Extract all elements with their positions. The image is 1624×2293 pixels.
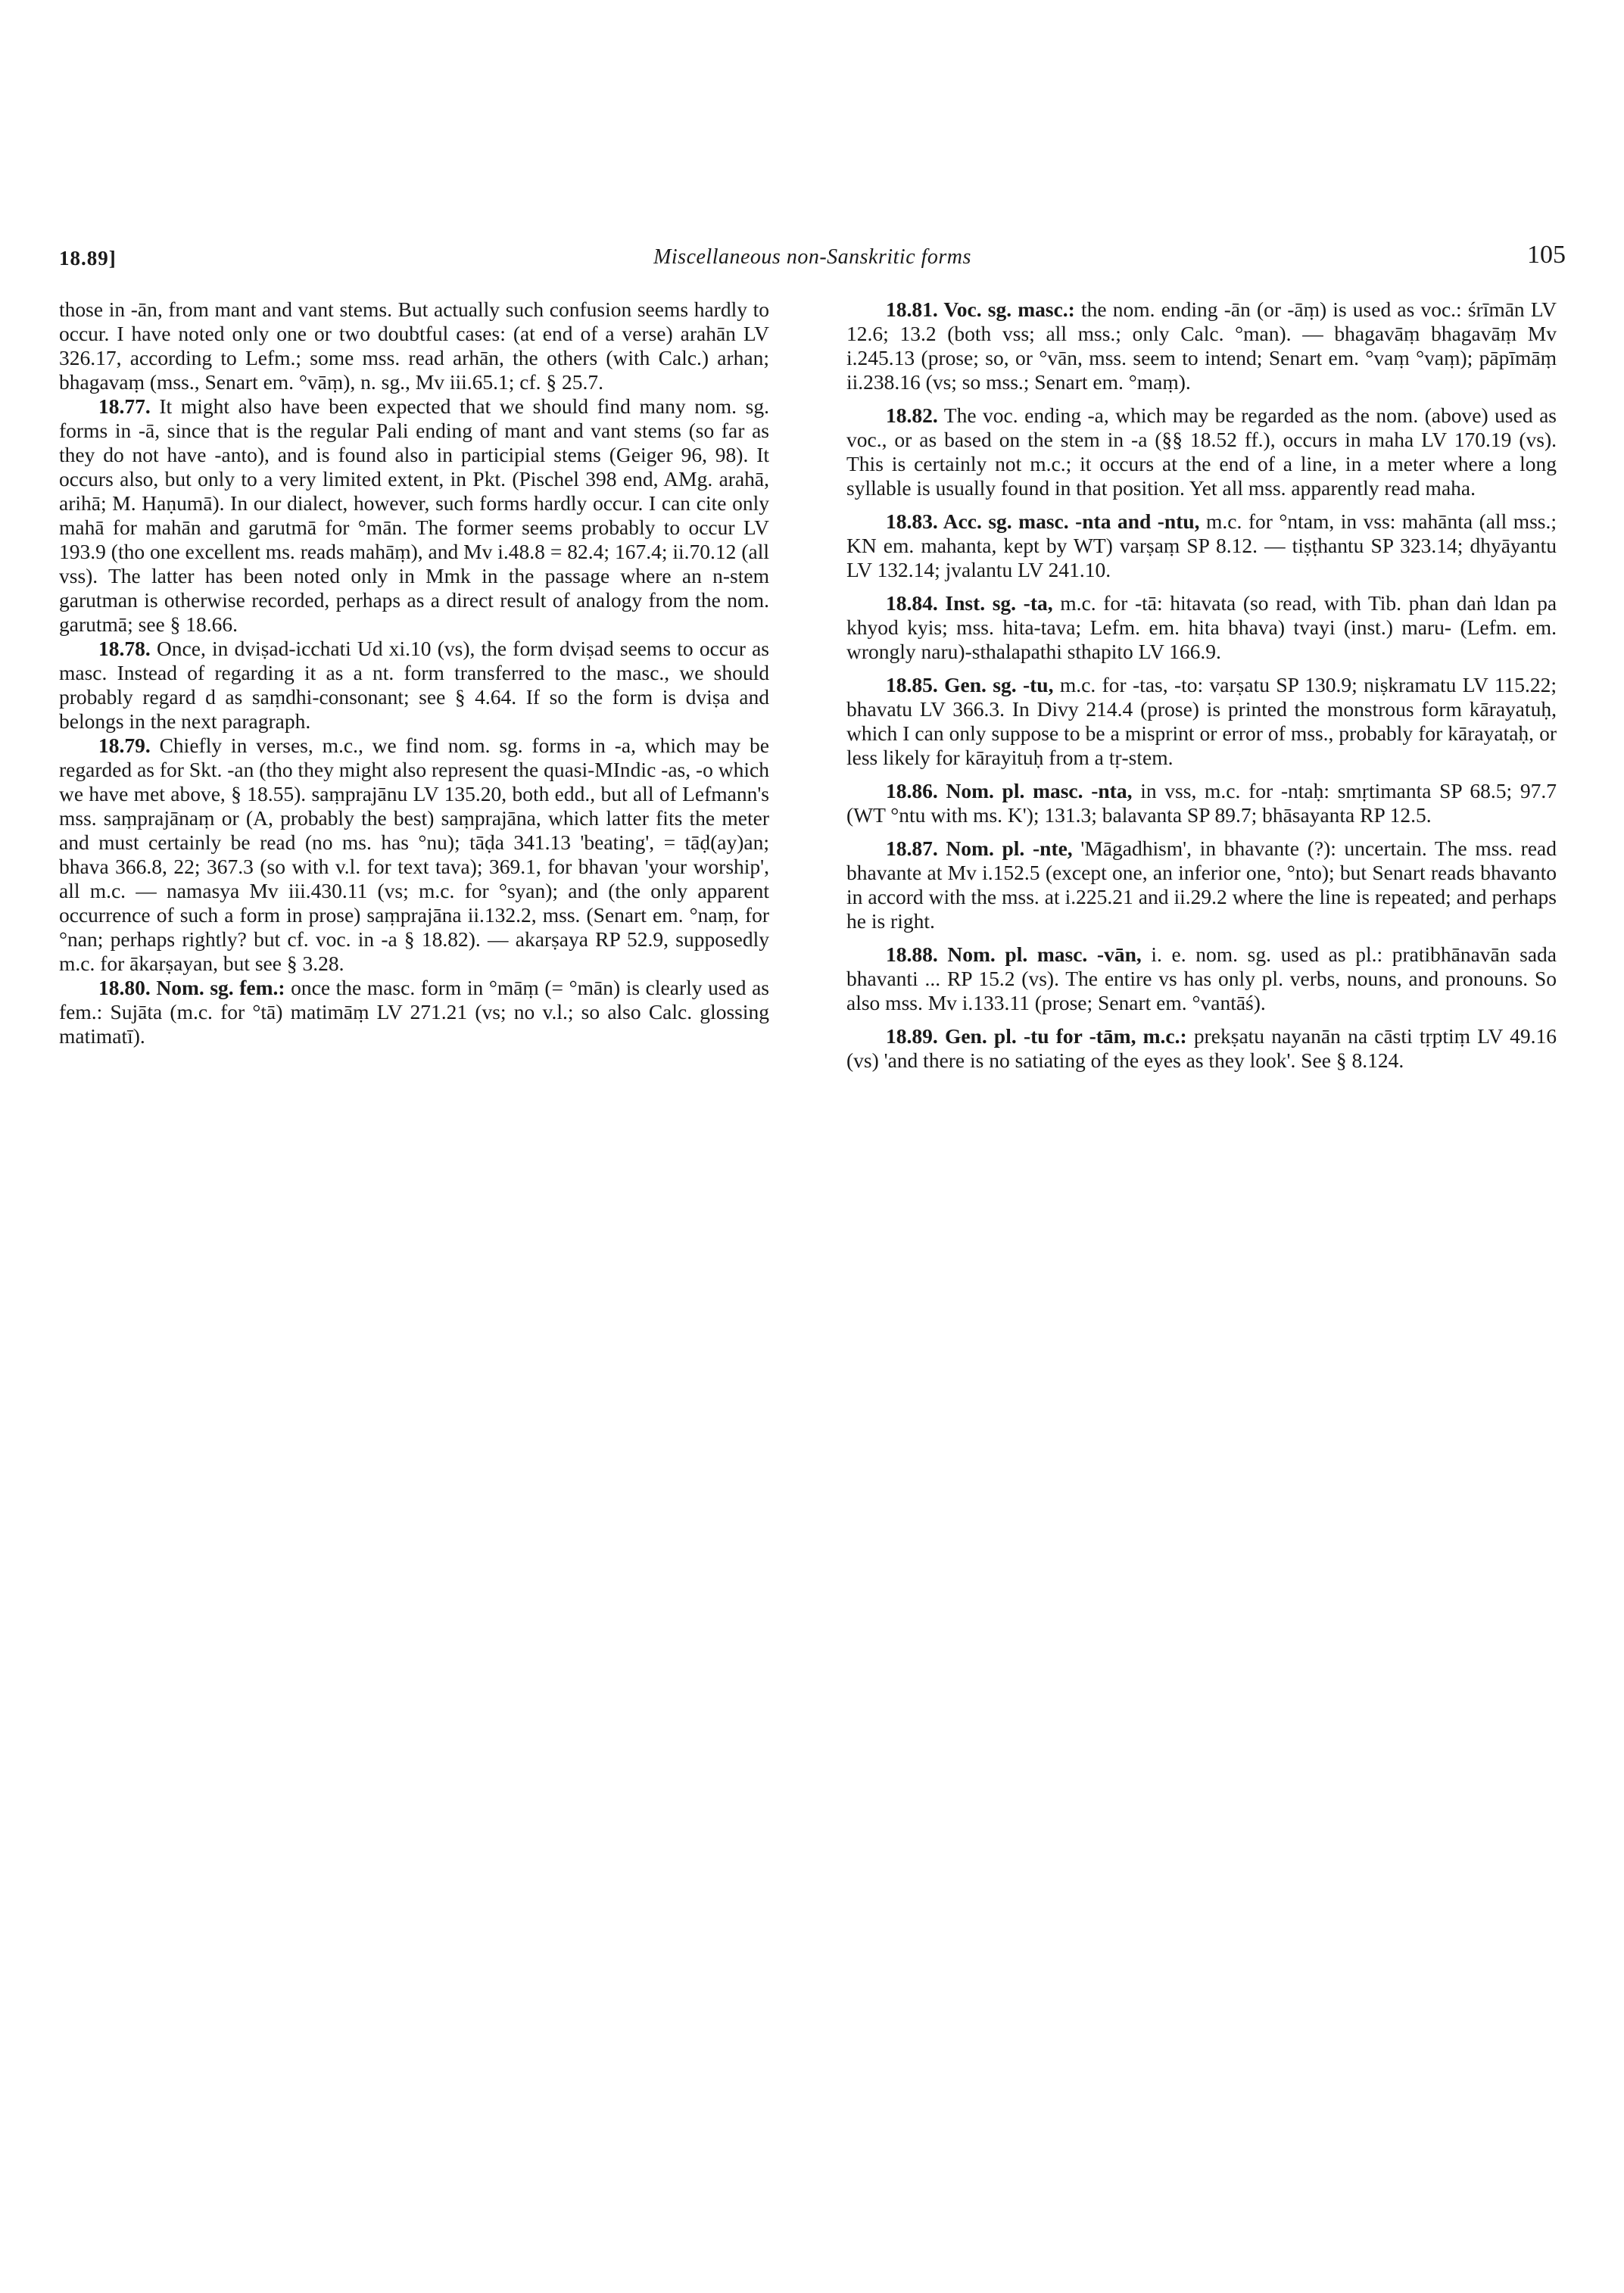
running-title: Miscellaneous non-Sanskritic forms: [653, 245, 971, 269]
paragraph-18-80: [59, 976, 769, 1048]
paragraph-number: 18.81. Voc. sg. masc.:: [886, 298, 1075, 321]
paragraph-text: in vss, m.c. for -ntaḥ: smṛtimanta SP 68.5; 97.7 (WT °ntu with ms. K'); 131.3; balavanta SP 89.7; bhāsayanta RP 12.5.: [846, 779, 1557, 827]
page-number: 105: [1527, 241, 1566, 269]
page-header: [59, 241, 1566, 279]
paragraph-number: 18.80. Nom. sg. fem.:: [98, 976, 285, 999]
paragraph-number: 18.78.: [98, 637, 151, 660]
paragraph-18-79: [59, 734, 769, 976]
paragraph-18-87: [846, 837, 1557, 933]
paragraph-number: 18.79.: [98, 734, 151, 757]
paragraph-text: Once, in dviṣad-icchati Ud xi.10 (vs), the form dviṣad seems to occur as masc. Instead of regarding it as a nt. form transferred to the masc., we should probably regard d as saṃdhi-consonant; see § 4.64. If so the form is dviṣa and belongs in the next paragraph.: [59, 637, 770, 733]
paragraph-18-84: [846, 591, 1557, 664]
paragraph-text: m.c. for °ntam, in vss: mahānta (all mss.; KN em. mahanta, kept by WT) varṣaṃ SP 8.12. — tiṣṭhantu SP 323.14; dhyāyantu LV 132.14; jvalantu LV 241.10.: [846, 509, 1557, 581]
paragraph-number: 18.84. Inst. sg. -ta,: [886, 591, 1053, 615]
paragraph-number: 18.86. Nom. pl. masc. -nta,: [886, 779, 1133, 802]
paragraph-text: i. e. nom. sg. used as pl.: pratibhānavān sada bhavanti ... RP 15.2 (vs). The entire vs has only pl. verbs, nouns, and pronouns. So also mss. Mv i.133.11 (prose; Senart em. °vantāś).: [846, 942, 1557, 1014]
paragraph-18-77: [59, 394, 769, 637]
paragraph-18-85: [846, 673, 1557, 770]
paragraph-number: 18.87. Nom. pl. -nte,: [886, 837, 1073, 860]
paragraph-text: Chiefly in verses, m.c., we find nom. sg. forms in -a, which may be regarded as for Skt. -an (tho they might also represent the quasi-MIndic -as, -o which we have met above, § 18.55). saṃprajānu LV 135.20, both edd., but all of Lefmann's mss. saṃprajānaṃ or (A, probably the best) saṃprajāna, which latter fits the meter and must certainly be read (no ms. has °nu); tāḍa 341.13 'beating', = tāḍ(ay)an; bhava 366.8, 22; 367.3 (so with v.l. for text tava); 369.1, for bhavan 'your worship', all m.c. — namasya Mv iii.430.11 (vs; m.c. for °syan); and (the only apparent occurrence of such a form in prose) saṃprajāna ii.132.2, mss. (Senart em. °naṃ, for °nan; perhaps rightly? but cf. voc. in -a § 18.82). — akarṣaya RP 52.9, supposedly m.c. for ākarṣayan, but see § 3.28.: [59, 734, 769, 975]
paragraph-18-89: [846, 1024, 1557, 1073]
section-marker: 18.89]: [59, 247, 117, 269]
paragraph-18-83: [846, 509, 1557, 582]
left-column: [59, 298, 769, 1048]
paragraph-18-88: [846, 942, 1557, 1015]
paragraph-text: The voc. ending -a, which may be regarded as the nom. (above) used as voc., or as based on the stem in -a (§§ 18.52 ff.), occurs in maha LV 170.19 (vs). This is certainly not m.c.; it occurs at the end of a line, in a meter where a long syllable is usually found in that position. Yet all mss. apparently read maha.: [846, 403, 1557, 500]
paragraph-number: 18.85. Gen. sg. -tu,: [886, 673, 1054, 696]
paragraph-18-78: [59, 637, 769, 734]
paragraph-continuation: [59, 298, 769, 394]
paragraph-text: those in -ān, from mant and vant stems. But actually such confusion seems hardly to occur. I have noted only one or two doubtful cases: (at end of a verse) arahān LV 326.17, according to Lefm.; some mss. read arhān, the others (with Calc.) arhan; bhagavaṃ (mss., Senart em. °vāṃ), n. sg., Mv iii.65.1; cf. § 25.7.: [59, 298, 769, 394]
paragraph-18-86: [846, 779, 1557, 827]
paragraph-text: m.c. for -tā: hitavata (so read, with Tib. phan daṅ ldan pa khyod kyis; mss. hita-tava; Lefm. em. hita bhava) tvayi (inst.) maru- (Lefm. em. wrongly naru)-sthalapathi sthapito LV 166.9.: [846, 591, 1557, 663]
paragraph-number: 18.77.: [98, 394, 151, 418]
paragraph-18-81: [846, 298, 1557, 394]
paragraph-text: once the masc. form in °māṃ (= °mān) is clearly used as fem.: Sujāta (m.c. for °tā) matimāṃ LV 271.21 (vs; no v.l.; so also Calc. glossing matimatī).: [59, 976, 769, 1048]
paragraph-text: 'Māgadhism', in bhavante (?): uncertain. The mss. read bhavante at Mv i.152.5 (except one, an inferior one, °nto); but Senart reads bhavanto in accord with the mss. at i.225.21 and ii.29.2 where the line is repeated; and perhaps he is right.: [846, 837, 1557, 933]
paragraph-18-82: [846, 403, 1557, 500]
paragraph-number: 18.89. Gen. pl. -tu for -tām, m.c.:: [886, 1024, 1187, 1048]
paragraph-text: m.c. for -tas, -to: varṣatu SP 130.9; niṣkramatu LV 115.22; bhavatu LV 366.3. In Divy 214.4 (prose) is printed the monstrous form kārayatuḥ, which I can only suppose to be a misprint or error of mss., probably for kārayataḥ, or less likely for kārayituḥ from a tṛ-stem.: [846, 673, 1557, 769]
paragraph-text: prekṣatu nayanān na cāsti tṛptiṃ LV 49.16 (vs) 'and there is no satiating of the eyes as they look'. See § 8.124.: [846, 1024, 1557, 1072]
paragraph-number: 18.82.: [886, 403, 938, 427]
paragraph-text: It might also have been expected that we should find many nom. sg. forms in -ā, since that is the regular Pali ending of mant and vant stems (so far as they do not have -anto), and is found also in participial stems (Geiger 96, 98). It occurs also, but only to a very limited extent, in Pkt. (Pischel 398 end, AMg. arahā, arihā; M. Haṇumā). In our dialect, however, such forms hardly occur. I can cite only mahā for mahān and garutmā for °mān. The former seems probably to occur LV 193.9 (tho one excellent ms. reads mahāṃ), and Mv i.48.8 = 82.4; 167.4; ii.70.12 (all vss). The latter has been noted only in Mmk in the passage where an n-stem garutman is otherwise recorded, perhaps as a direct result of analogy from the nom. garutmā; see § 18.66.: [59, 394, 769, 636]
paragraph-text: the nom. ending -ān (or -āṃ) is used as voc.: śrīmān LV 12.6; 13.2 (both vss; all mss.; only Calc. °man). — bhagavāṃ bhagavāṃ Mv i.245.13 (prose; so, or °vān, mss. seem to intend; Senart em. °vaṃ °vaṃ); pāpīmāṃ ii.238.16 (vs; so mss.; Senart em. °maṃ).: [846, 298, 1557, 394]
paragraph-number: 18.83. Acc. sg. masc. -nta and -ntu,: [886, 509, 1200, 533]
paragraph-number: 18.88. Nom. pl. masc. -vān,: [886, 942, 1142, 966]
right-column: [846, 298, 1557, 1082]
